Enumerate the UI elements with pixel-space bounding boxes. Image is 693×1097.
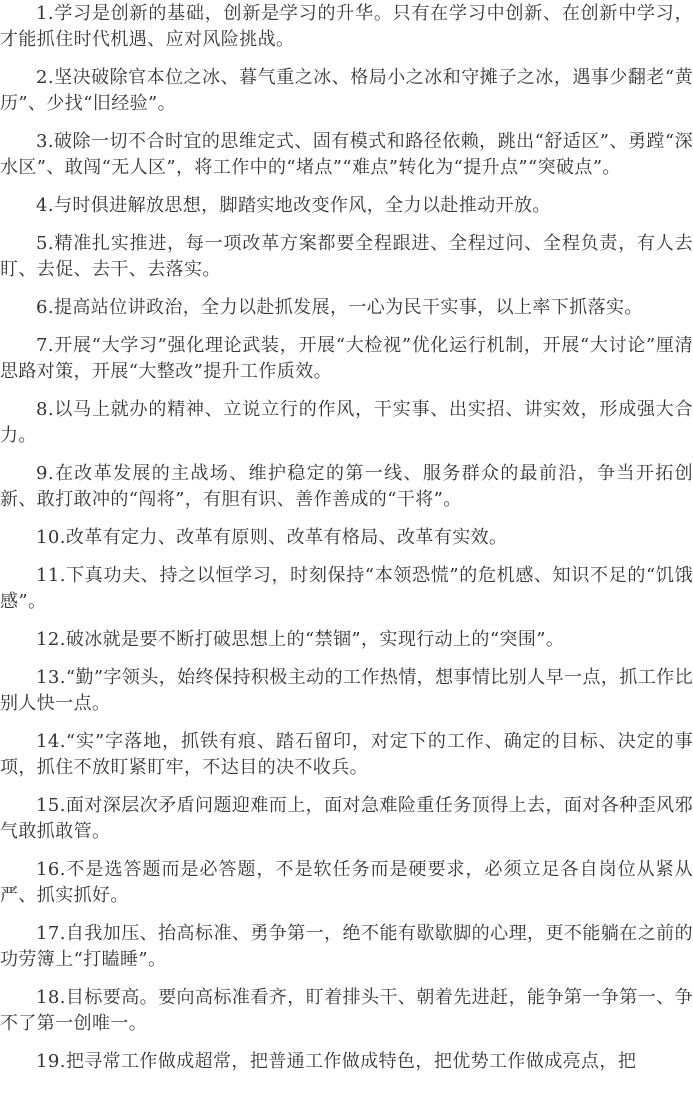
- paragraph-15: 15.面对深层次矛盾问题迎难而上，面对急难险重任务顶得上去，面对各种歪风邪气敢抓敢管。: [0, 795, 693, 842]
- paragraph-6: 6.提高站位讲政治，全力以赴抓发展，一心为民干实事，以上率下抓落实。: [36, 297, 643, 318]
- paragraph-10: 10.改革有定力、改革有原则、改革有格局、改革有实效。: [36, 527, 508, 548]
- paragraph-18: 18.目标要高。要向高标准看齐，盯着排头干、朝着先进赶，能争第一争第一、争不了第一创唯一。: [0, 987, 693, 1034]
- paragraph-3: 3.破除一切不合时宜的思维定式、固有模式和路径依赖，跳出“舒适区”、勇蹚“深水区”、敢闯“无人区”，将工作中的“堵点”“难点”转化为“提升点”“突破点”。: [0, 131, 693, 178]
- paragraph-16: 16.不是选答题而是必答题，不是软任务而是硬要求，必须立足各自岗位从紧从严、抓实抓好。: [0, 859, 693, 906]
- paragraph-13: 13.“勤”字领头，始终保持积极主动的工作热情，想事情比别人早一点，抓工作比别人快一点。: [0, 667, 693, 714]
- paragraph-14: 14.“实”字落地，抓铁有痕、踏石留印，对定下的工作、确定的目标、决定的事项，抓住不放盯紧盯牢，不达目的决不收兵。: [0, 731, 693, 778]
- paragraph-17: 17.自我加压、抬高标准、勇争第一，绝不能有歇歇脚的心理，更不能躺在之前的功劳簿上“打瞌睡”。: [0, 923, 693, 970]
- paragraph-19: 19.把寻常工作做成超常，把普通工作做成特色，把优势工作做成亮点，把: [36, 1051, 637, 1072]
- paragraph-5: 5.精准扎实推进，每一项改革方案都要全程跟进、全程过问、全程负责，有人去盯、去促、去干、去落实。: [0, 233, 693, 280]
- paragraph-12: 12.破冰就是要不断打破思想上的“禁锢”，实现行动上的“突围”。: [36, 629, 565, 650]
- paragraph-11: 11.下真功夫、持之以恒学习，时刻保持“本领恐慌”的危机感、知识不足的“饥饿感”。: [0, 565, 693, 612]
- paragraph-8: 8.以马上就办的精神、立说立行的作风，干实事、出实招、讲实效，形成强大合力。: [0, 399, 693, 446]
- paragraph-7: 7.开展“大学习”强化理论武装，开展“大检视”优化运行机制，开展“大讨论”厘清思路对策，开展“大整改”提升工作质效。: [0, 335, 693, 382]
- paragraph-1: 1.学习是创新的基础，创新是学习的升华。只有在学习中创新、在创新中学习，才能抓住时代机遇、应对风险挑战。: [0, 3, 693, 50]
- paragraph-9: 9.在改革发展的主战场、维护稳定的第一线、服务群众的最前沿，争当开拓创新、敢打敢冲的“闯将”，有胆有识、善作善成的“干将”。: [0, 463, 693, 510]
- paragraph-4: 4.与时俱进解放思想，脚踏实地改变作风，全力以赴推动开放。: [36, 195, 551, 216]
- paragraph-2: 2.坚决破除官本位之冰、暮气重之冰、格局小之冰和守摊子之冰，遇事少翻老“黄历”、少找“旧经验”。: [0, 67, 693, 114]
